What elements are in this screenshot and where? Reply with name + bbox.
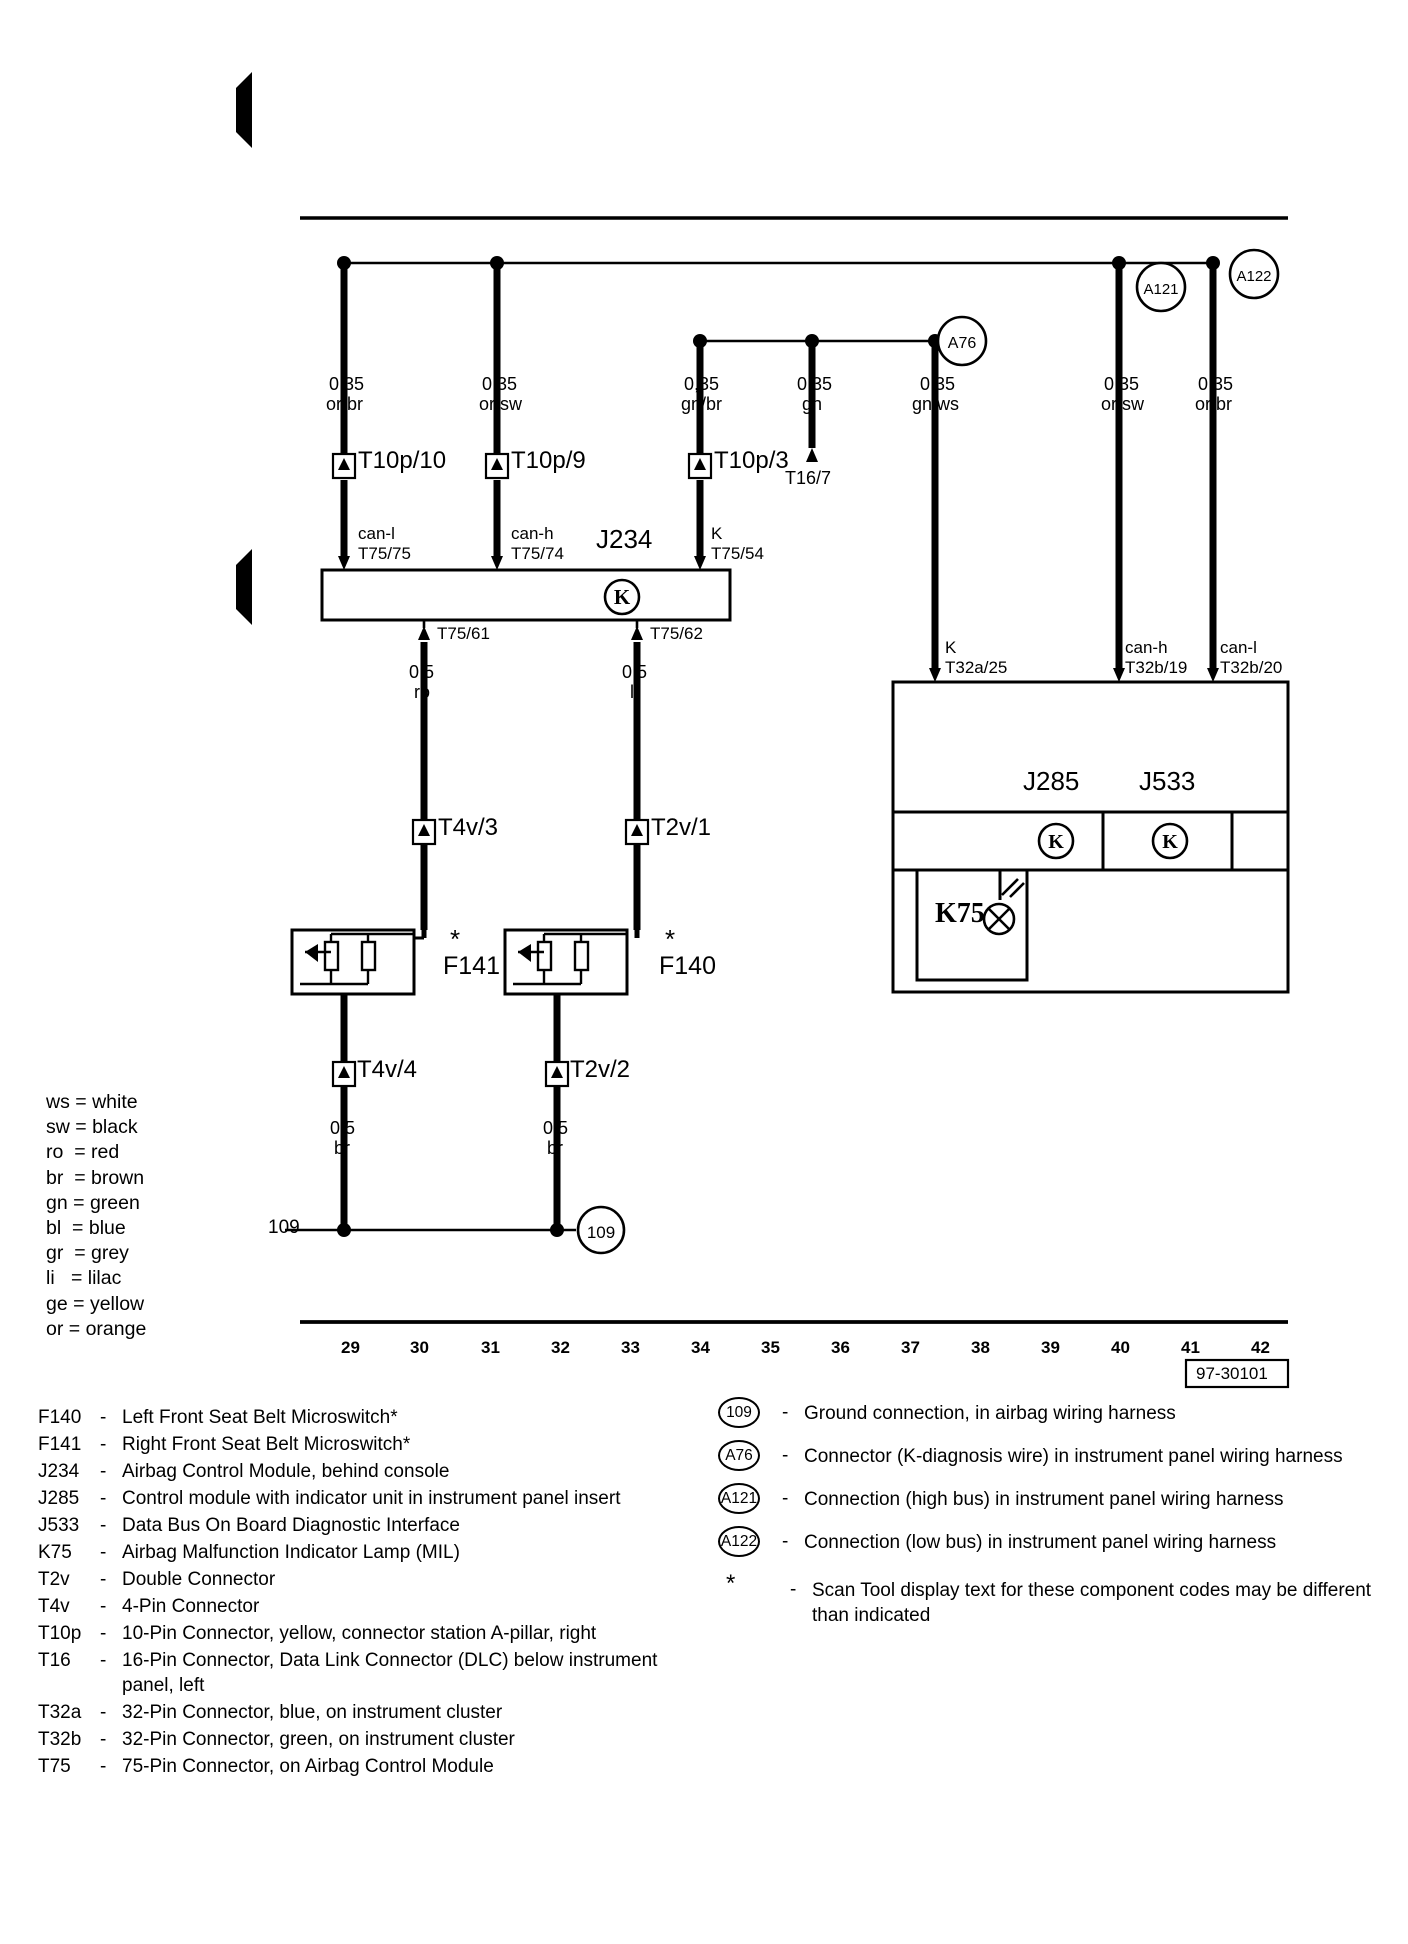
color-legend bbox=[46, 1090, 146, 1342]
wire-color-w3: gn/br bbox=[681, 394, 723, 414]
wire-color-w4: gn bbox=[802, 394, 823, 414]
key-description: 32-Pin Connector, blue, on instrument cluster bbox=[122, 1702, 503, 1723]
key-dash: - bbox=[100, 1488, 107, 1509]
key-item bbox=[38, 1405, 698, 1430]
pin-name-w7: can-l bbox=[1220, 638, 1257, 657]
pin-number-t75-61: T75/61 bbox=[437, 624, 490, 643]
key-dash: - bbox=[100, 1569, 107, 1590]
scale-number-37: 37 bbox=[901, 1338, 920, 1357]
key-description: Connection (high bus) in instrument panel wiring harness bbox=[804, 1489, 1284, 1510]
color-legend-row: ro = red bbox=[46, 1141, 120, 1164]
pin-number-t75-62: T75/62 bbox=[650, 624, 703, 643]
key-code: K75 bbox=[38, 1542, 72, 1563]
scale-number-32: 32 bbox=[551, 1338, 570, 1357]
scale-number-39: 39 bbox=[1041, 1338, 1060, 1357]
pin-number-w6: T32b/19 bbox=[1125, 658, 1188, 677]
wire-size-w2: 0,35 bbox=[482, 374, 518, 394]
wire-color-w8: ro bbox=[414, 682, 431, 702]
pin-name-w3: K bbox=[711, 524, 723, 543]
key-code: T32a bbox=[38, 1702, 82, 1723]
key-description: Connection (low bus) in instrument panel wiring harness bbox=[804, 1532, 1277, 1553]
key-description: Control module with indicator unit in instrument panel insert bbox=[122, 1488, 621, 1509]
svg-text:K: K bbox=[1048, 831, 1064, 853]
key-dash: - bbox=[790, 1579, 797, 1600]
switch-star-f141: * bbox=[450, 924, 461, 954]
key-dash: - bbox=[100, 1515, 107, 1536]
key-dash: - bbox=[782, 1402, 789, 1423]
pin-name-w6: can-h bbox=[1125, 638, 1168, 657]
key-description: Airbag Malfunction Indicator Lamp (MIL) bbox=[122, 1542, 460, 1563]
component-key-right bbox=[718, 1400, 1378, 1637]
scale-number-41: 41 bbox=[1181, 1338, 1200, 1357]
key-code: J285 bbox=[38, 1488, 80, 1509]
key-dash: - bbox=[100, 1650, 107, 1671]
wire-color-w7: or/br bbox=[1195, 394, 1233, 414]
switch-label-f141: F141 bbox=[443, 952, 500, 980]
key-code-circle bbox=[718, 1529, 782, 1563]
key-item bbox=[38, 1432, 698, 1457]
key-code-circle bbox=[718, 1486, 782, 1520]
pin-number-w1: T75/75 bbox=[358, 544, 411, 563]
wire-color-w2: or/sw bbox=[479, 394, 523, 414]
key-code: T2v bbox=[38, 1569, 70, 1590]
key-description: Left Front Seat Belt Microswitch* bbox=[122, 1407, 398, 1428]
module-label-j533: J533 bbox=[1139, 766, 1196, 796]
key-code-circle bbox=[718, 1400, 782, 1434]
color-legend-row: ge = yellow bbox=[46, 1292, 145, 1315]
key-dash: - bbox=[100, 1729, 107, 1750]
key-description: 32-Pin Connector, green, on instrument cluster bbox=[122, 1729, 515, 1750]
connector-label-w10: T4v/4 bbox=[357, 1056, 418, 1083]
key-description: Data Bus On Board Diagnostic Interface bbox=[122, 1515, 460, 1536]
color-legend-row: bl = blue bbox=[46, 1217, 126, 1240]
key-item bbox=[38, 1621, 698, 1646]
svg-text:109: 109 bbox=[586, 1223, 616, 1242]
key-dash: - bbox=[100, 1623, 107, 1644]
key-dash: - bbox=[100, 1407, 107, 1428]
key-description: 4-Pin Connector bbox=[122, 1596, 260, 1617]
wire-color-w5: gn/ws bbox=[912, 394, 960, 414]
key-item bbox=[718, 1486, 1378, 1520]
wire-size-w4: 0,35 bbox=[797, 374, 833, 394]
key-dash: - bbox=[782, 1488, 789, 1509]
switch-label-f140: F140 bbox=[659, 952, 716, 980]
key-code: T32b bbox=[38, 1729, 82, 1750]
key-item bbox=[38, 1486, 698, 1511]
svg-text:K: K bbox=[1162, 831, 1178, 853]
svg-text:A122: A122 bbox=[1236, 268, 1272, 285]
wire-size-w8: 0,5 bbox=[409, 662, 435, 682]
scale-number-42: 42 bbox=[1251, 1338, 1270, 1357]
key-item bbox=[718, 1443, 1378, 1477]
wire-color-w11: br bbox=[547, 1138, 564, 1158]
lamp-label-k75: K75 bbox=[935, 898, 985, 929]
key-description: 10-Pin Connector, yellow, connector station A-pillar, right bbox=[122, 1623, 597, 1644]
pin-name-w2: can-h bbox=[511, 524, 554, 543]
node-circle-a76: A76 bbox=[718, 1440, 760, 1471]
key-description: Ground connection, in airbag wiring harness bbox=[804, 1403, 1176, 1424]
key-description: 16-Pin Connector, Data Link Connector (DLC) below instrument panel, left bbox=[122, 1650, 658, 1696]
key-item bbox=[718, 1529, 1378, 1563]
pin-name-w1: can-l bbox=[358, 524, 395, 543]
wire-size-w10: 0,5 bbox=[330, 1118, 356, 1138]
key-item bbox=[38, 1648, 698, 1698]
module-label-j234: J234 bbox=[596, 524, 653, 554]
wire-color-w6: or/sw bbox=[1101, 394, 1145, 414]
node-circle-a121: A121 bbox=[718, 1483, 760, 1514]
connector-label-w2: T10p/9 bbox=[511, 447, 586, 474]
key-dash: - bbox=[100, 1434, 107, 1455]
sheet-code: 97-30101 bbox=[1196, 1364, 1268, 1383]
color-legend-row: br = brown bbox=[46, 1166, 145, 1189]
component-key-left bbox=[38, 1405, 698, 1781]
ground-label-109: 109 bbox=[268, 1217, 300, 1238]
module-label-j285: J285 bbox=[1023, 766, 1080, 796]
svg-text:A76: A76 bbox=[947, 335, 977, 352]
key-code-circle bbox=[718, 1443, 782, 1477]
connector-label-w8: T4v/3 bbox=[438, 814, 499, 841]
color-legend-row: ws = white bbox=[46, 1091, 138, 1113]
wire-color-w9: li bbox=[630, 682, 638, 702]
wire-size-w3: 0,35 bbox=[684, 374, 720, 394]
connector-label-w9: T2v/1 bbox=[651, 814, 712, 841]
scale-number-30: 30 bbox=[410, 1338, 429, 1357]
key-description: Airbag Control Module, behind console bbox=[122, 1461, 450, 1482]
pin-number-w3: T75/54 bbox=[711, 544, 764, 563]
color-legend-row: or = orange bbox=[46, 1317, 147, 1340]
wire-size-w5: 0,35 bbox=[920, 374, 956, 394]
key-item bbox=[38, 1727, 698, 1752]
key-dash: - bbox=[100, 1596, 107, 1617]
key-item bbox=[38, 1594, 698, 1619]
wire-color-w10: br bbox=[334, 1138, 351, 1158]
key-description: Right Front Seat Belt Microswitch* bbox=[122, 1434, 411, 1455]
key-code: T75 bbox=[38, 1756, 71, 1777]
key-item bbox=[38, 1513, 698, 1538]
key-item bbox=[38, 1754, 698, 1779]
key-code: J234 bbox=[38, 1461, 80, 1482]
pin-number-w7: T32b/20 bbox=[1220, 658, 1283, 677]
key-item bbox=[718, 1570, 1378, 1628]
key-description: Connector (K-diagnosis wire) in instrument panel wiring harness bbox=[804, 1446, 1343, 1467]
wire-color-w1: or/br bbox=[326, 394, 364, 414]
key-code: T10p bbox=[38, 1623, 82, 1644]
wire-size-w6: 0,35 bbox=[1104, 374, 1140, 394]
color-legend-row: gr = grey bbox=[46, 1242, 129, 1265]
scale-number-35: 35 bbox=[761, 1338, 780, 1357]
key-dash: - bbox=[100, 1756, 107, 1777]
switch-star-f140: * bbox=[665, 924, 676, 954]
color-legend-row: gn = green bbox=[46, 1191, 140, 1214]
key-code: J533 bbox=[38, 1515, 80, 1536]
key-item bbox=[38, 1459, 698, 1484]
color-legend-row: li = lilac bbox=[46, 1267, 122, 1290]
scale-number-40: 40 bbox=[1111, 1338, 1130, 1357]
key-dash: - bbox=[100, 1461, 107, 1482]
connector-label-w1: T10p/10 bbox=[358, 447, 447, 474]
key-description: Double Connector bbox=[122, 1569, 276, 1590]
connector-label-w3: T10p/3 bbox=[714, 447, 789, 474]
key-item bbox=[38, 1540, 698, 1565]
scale-number-36: 36 bbox=[831, 1338, 850, 1357]
svg-text:A121: A121 bbox=[1143, 281, 1179, 298]
key-dash: - bbox=[100, 1542, 107, 1563]
pin-name-w5: K bbox=[945, 638, 957, 657]
key-description: Scan Tool display text for these component codes may be different than indicated bbox=[812, 1580, 1372, 1626]
color-legend-row: sw = black bbox=[46, 1116, 138, 1139]
svg-text:K: K bbox=[613, 585, 631, 609]
key-item bbox=[718, 1400, 1378, 1434]
key-item bbox=[38, 1700, 698, 1725]
key-dash: - bbox=[782, 1531, 789, 1552]
pin-number-w2: T75/74 bbox=[511, 544, 564, 563]
key-code: T4v bbox=[38, 1596, 70, 1617]
footnote-asterisk: * bbox=[726, 1570, 736, 1597]
wire-size-w9: 0,5 bbox=[622, 662, 648, 682]
key-dash: - bbox=[100, 1702, 107, 1723]
connector-label-w4: T16/7 bbox=[785, 468, 832, 488]
wire-size-w1: 0,35 bbox=[329, 374, 365, 394]
node-circle-a122: A122 bbox=[718, 1526, 760, 1557]
key-dash: - bbox=[782, 1445, 789, 1466]
scale-numbers bbox=[300, 1338, 1288, 1362]
wire-size-w7: 0,35 bbox=[1198, 374, 1234, 394]
scale-number-33: 33 bbox=[621, 1338, 640, 1357]
key-description: 75-Pin Connector, on Airbag Control Module bbox=[122, 1756, 494, 1777]
scale-number-38: 38 bbox=[971, 1338, 990, 1357]
key-code: T16 bbox=[38, 1650, 71, 1671]
key-item bbox=[38, 1567, 698, 1592]
connector-label-w11: T2v/2 bbox=[570, 1056, 631, 1083]
scale-number-31: 31 bbox=[481, 1338, 500, 1357]
scale-number-34: 34 bbox=[691, 1338, 710, 1357]
wire-size-w11: 0,5 bbox=[543, 1118, 569, 1138]
key-code: F141 bbox=[38, 1434, 82, 1455]
pin-number-w5: T32a/25 bbox=[945, 658, 1008, 677]
scale-number-29: 29 bbox=[341, 1338, 360, 1357]
node-circle-109: 109 bbox=[718, 1397, 760, 1428]
key-code: F140 bbox=[38, 1407, 82, 1428]
